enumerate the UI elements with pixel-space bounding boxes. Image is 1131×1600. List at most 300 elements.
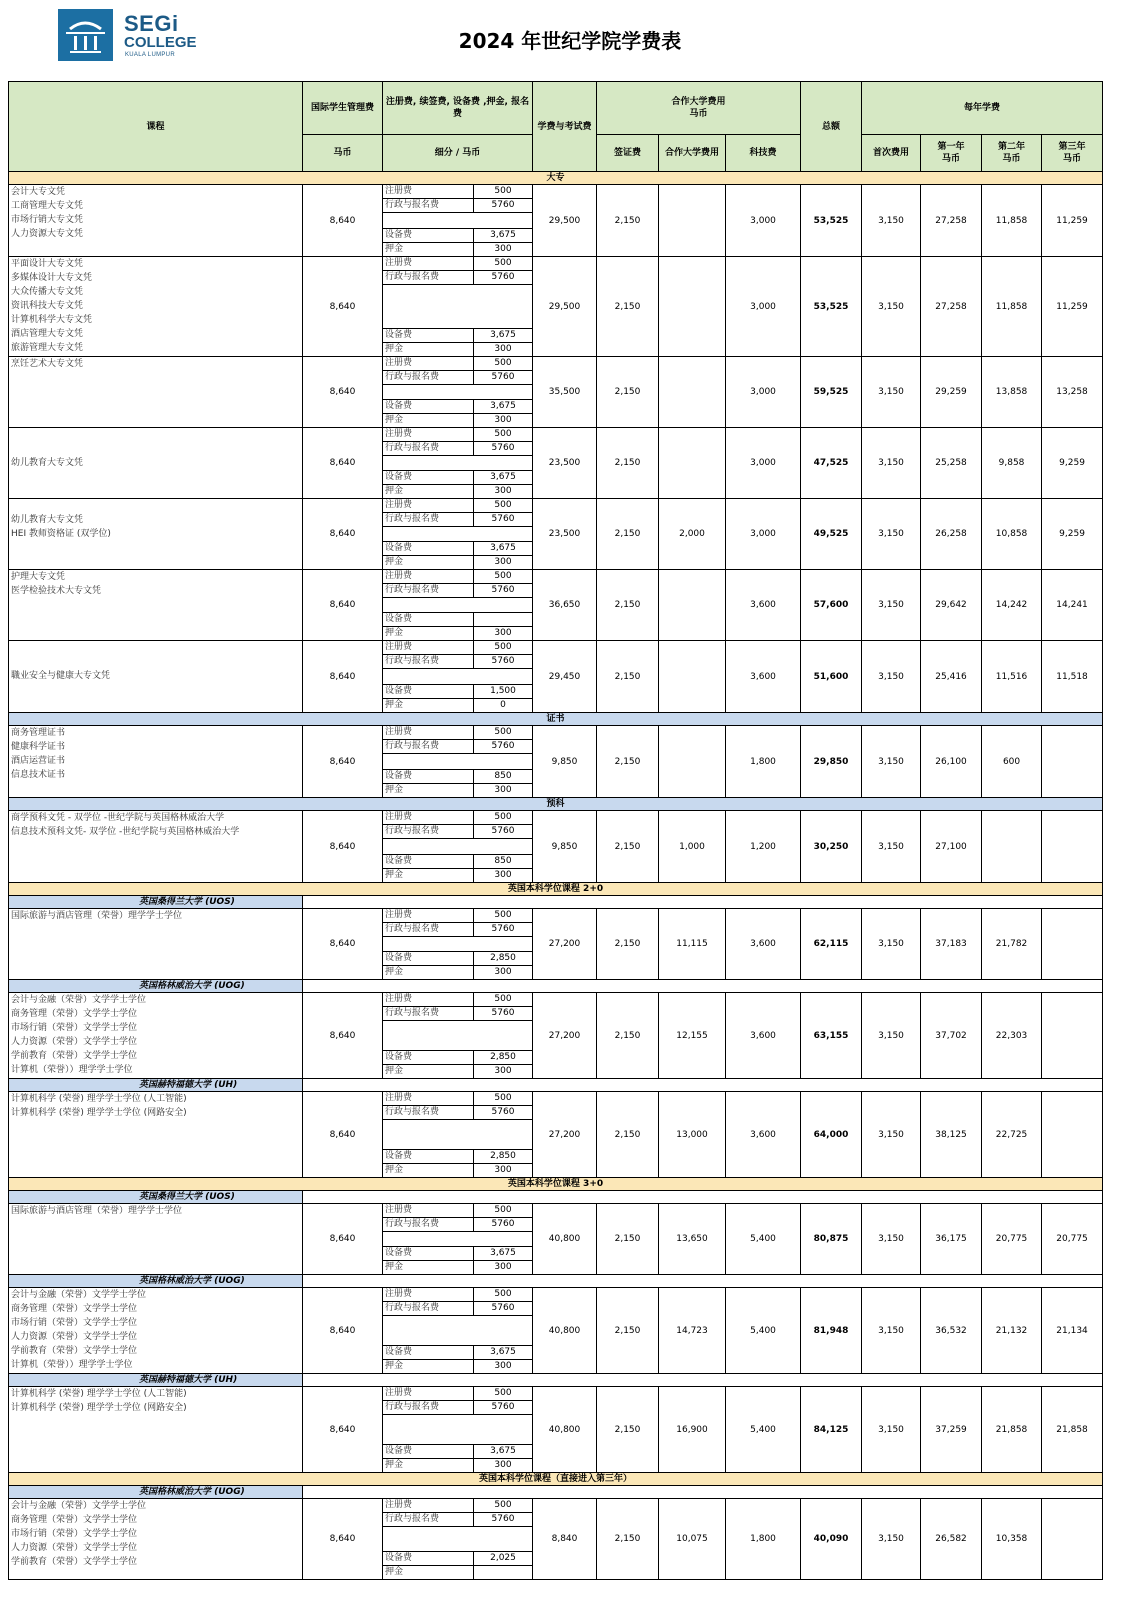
tuition-cell: 40,800 — [533, 1387, 597, 1473]
fee-label: 注册费 — [383, 1092, 474, 1105]
fee-line-deposit — [383, 1459, 532, 1472]
fee-value: 500 — [494, 1388, 512, 1398]
year1-cell: 36,532 — [921, 1288, 982, 1374]
fee-line-registration — [383, 1499, 532, 1513]
fee-label: 押金 — [383, 1459, 474, 1472]
tuition-cell: 40,800 — [533, 1204, 597, 1275]
fee-label: 注册费 — [383, 257, 474, 270]
year1-cell: 37,183 — [921, 909, 982, 980]
page-title: 2024 年世纪学院学费表 — [458, 29, 682, 53]
logo-location: KUALA LUMPUR — [125, 52, 175, 58]
fee-value: 300 — [494, 785, 512, 795]
fee-label: 注册费 — [383, 185, 474, 198]
fee-line-equipment — [383, 1150, 532, 1164]
course-name: 计算机科学 (荣誉) 理学学士学位 (网路安全) — [11, 1403, 187, 1413]
fee-spacer — [383, 839, 532, 855]
subsection-label — [9, 896, 303, 909]
year3-cell: 9,259 — [1042, 499, 1103, 570]
fee-value: 500 — [494, 571, 512, 581]
fee-breakdown — [383, 1499, 533, 1580]
fee-line-deposit — [383, 485, 532, 498]
fee-label: 押金 — [383, 243, 474, 256]
fee-line-equipment — [383, 471, 532, 485]
first-payment-cell: 3,150 — [862, 811, 921, 883]
tech-fee-cell: 1,800 — [726, 726, 801, 798]
fee-value: 3,675 — [490, 543, 516, 553]
fee-label: 注册费 — [383, 811, 474, 824]
fee-line-registration — [383, 909, 532, 923]
fee-value: 3,675 — [490, 472, 516, 482]
table-row — [9, 499, 1103, 570]
tuition-cell: 23,500 — [533, 499, 597, 570]
partner-fee-cell: 14,723 — [659, 1288, 726, 1374]
first-payment-cell: 3,150 — [862, 1092, 921, 1178]
fee-label: 行政与报名费 — [383, 199, 474, 212]
fee-label: 押金 — [383, 869, 474, 882]
fee-value: 500 — [494, 812, 512, 822]
fee-value: 850 — [494, 856, 512, 866]
fee-breakdown — [383, 357, 533, 428]
fee-value: 500 — [494, 358, 512, 368]
total-cell: 63,155 — [801, 993, 862, 1079]
admin-fee-cell: 8,640 — [303, 1204, 383, 1275]
year3-cell — [1042, 1092, 1103, 1178]
fee-value: 500 — [494, 186, 512, 196]
fee-line-admin — [383, 1401, 532, 1415]
fee-value: 5760 — [491, 1303, 515, 1313]
year2-cell: 13,858 — [982, 357, 1042, 428]
fee-value: 2,850 — [490, 953, 516, 963]
header-partner-label: 合作大学费用 — [671, 97, 726, 107]
fee-value: 5760 — [491, 1219, 515, 1229]
fee-value: 5760 — [491, 585, 515, 595]
section-label: 英国本科学位课程 2+0 — [9, 883, 1103, 896]
fee-value: 3,675 — [490, 230, 516, 240]
total-cell: 40,090 — [801, 1499, 862, 1580]
fee-value: 500 — [494, 1093, 512, 1103]
year3-cell: 9,259 — [1042, 428, 1103, 499]
first-payment-cell: 3,150 — [862, 641, 921, 713]
year2-cell: 10,358 — [982, 1499, 1042, 1580]
fee-value: 5760 — [491, 924, 515, 934]
fee-value: 500 — [494, 1205, 512, 1215]
header-visa: 签证费 — [597, 135, 659, 172]
tuition-cell: 36,650 — [533, 570, 597, 641]
fee-breakdown — [383, 1387, 533, 1473]
header-first: 首次费用 — [862, 135, 921, 172]
course-list — [9, 1288, 303, 1374]
course-name: 人力资源（荣誉）文学学士学位 — [11, 1332, 138, 1342]
course-name: 幼儿教育大专文凭 — [11, 515, 84, 525]
section-row — [9, 1178, 1103, 1191]
fee-spacer — [383, 1021, 532, 1051]
fee-label: 押金 — [383, 485, 474, 498]
year2-cell: 11,858 — [982, 185, 1042, 257]
fee-label: 注册费 — [383, 909, 474, 922]
fee-line-registration — [383, 428, 532, 442]
year1-cell: 25,416 — [921, 641, 982, 713]
visa-cell: 2,150 — [597, 909, 659, 980]
fee-value: 300 — [494, 486, 512, 496]
visa-cell: 2,150 — [597, 1092, 659, 1178]
building-logo-icon — [58, 9, 113, 61]
course-name: 職业安全与健康大专文凭 — [11, 671, 111, 681]
year3-cell: 20,775 — [1042, 1204, 1103, 1275]
admin-fee-cell: 8,640 — [303, 993, 383, 1079]
total-cell: 81,948 — [801, 1288, 862, 1374]
header-admin-fee: 国际学生管理费 — [303, 82, 383, 135]
fee-line-admin — [383, 1007, 532, 1021]
course-name: 大众传播大专文凭 — [11, 287, 84, 297]
header-partner — [597, 82, 801, 135]
course-name — [11, 442, 302, 456]
fee-value: 300 — [494, 1361, 512, 1371]
subsection-label — [9, 1079, 303, 1092]
tech-fee-cell: 1,200 — [726, 811, 801, 883]
fee-breakdown — [383, 641, 533, 713]
course-name — [11, 641, 302, 655]
course-name: 计算机科学 (荣誉) 理学学士学位 (网路安全) — [11, 1108, 187, 1118]
fee-value: 1,500 — [490, 686, 516, 696]
fee-label: 押金 — [383, 784, 474, 797]
partner-fee-cell: 1,000 — [659, 811, 726, 883]
table-row — [9, 641, 1103, 713]
total-cell: 47,525 — [801, 428, 862, 499]
tech-fee-cell: 3,600 — [726, 1092, 801, 1178]
fee-breakdown — [383, 909, 533, 980]
year2-cell: 14,242 — [982, 570, 1042, 641]
course-list — [9, 185, 303, 257]
fee-line-equipment — [383, 1346, 532, 1360]
partner-fee-cell — [659, 185, 726, 257]
year3-cell: 13,258 — [1042, 357, 1103, 428]
fee-label: 设备费 — [383, 229, 474, 242]
course-list — [9, 1204, 303, 1275]
header-year1-unit: 马币 — [942, 154, 961, 164]
course-name: 学前教育（荣誉）文学学士学位 — [11, 1346, 138, 1356]
course-name: 人力资源（荣誉）文学学士学位 — [11, 1543, 138, 1553]
total-cell: 30,250 — [801, 811, 862, 883]
fee-label: 注册费 — [383, 1288, 474, 1301]
admin-fee-cell: 8,640 — [303, 257, 383, 357]
fee-value: 5760 — [491, 1008, 515, 1018]
fee-value: 500 — [494, 429, 512, 439]
year3-cell: 14,241 — [1042, 570, 1103, 641]
header-reg-fees: 注册费, 续签费, 设备费 ,押金, 报名费 — [383, 82, 533, 135]
course-name: 计算机科学 (荣誉) 理学学士学位 (人工智能) — [11, 1094, 187, 1104]
fee-line-deposit — [383, 966, 532, 979]
tuition-cell: 40,800 — [533, 1288, 597, 1374]
fee-label: 行政与报名费 — [383, 1401, 474, 1414]
fee-line-admin — [383, 371, 532, 385]
visa-cell: 2,150 — [597, 357, 659, 428]
header-reg-unit: 细分 / 马币 — [383, 135, 533, 172]
fee-spacer — [383, 527, 532, 542]
subsection-filler — [303, 896, 1103, 909]
course-name: 国际旅游与酒店管理（荣誉）理学学士学位 — [11, 1206, 183, 1216]
fee-line-registration — [383, 257, 532, 271]
fee-value: 300 — [494, 557, 512, 567]
fee-line-equipment — [383, 770, 532, 784]
fee-line-equipment — [383, 855, 532, 869]
year3-cell — [1042, 726, 1103, 798]
first-payment-cell: 3,150 — [862, 909, 921, 980]
course-list — [9, 570, 303, 641]
course-name: 计算机科学 (荣誉) 理学学士学位 (人工智能) — [11, 1389, 187, 1399]
fee-value: 300 — [494, 344, 512, 354]
fee-line-deposit — [383, 1065, 532, 1078]
course-list — [9, 993, 303, 1079]
visa-cell: 2,150 — [597, 1499, 659, 1580]
fee-value: 2,025 — [490, 1553, 516, 1563]
course-name: 护理大专文凭 — [11, 572, 66, 582]
fee-line-admin — [383, 740, 532, 754]
subsection-filler — [303, 1191, 1103, 1204]
subsection-label — [9, 1374, 303, 1387]
fee-label: 设备费 — [383, 329, 474, 342]
university-name: 英国赫特福德大学 (UH) — [139, 1079, 238, 1090]
fee-label: 押金 — [383, 627, 474, 640]
fee-value — [474, 1566, 532, 1579]
fee-line-registration — [383, 1092, 532, 1106]
partner-fee-cell: 13,650 — [659, 1204, 726, 1275]
tuition-cell: 9,850 — [533, 811, 597, 883]
university-name: 英国桑得兰大学 (UOS) — [139, 896, 235, 907]
logo-brand: SEGi — [124, 11, 179, 36]
logo-college: COLLEGE — [124, 34, 197, 51]
visa-cell: 2,150 — [597, 993, 659, 1079]
tuition-cell: 27,200 — [533, 993, 597, 1079]
fee-label: 设备费 — [383, 1552, 474, 1565]
table-row — [9, 1204, 1103, 1275]
fee-label: 设备费 — [383, 613, 474, 626]
admin-fee-cell: 8,640 — [303, 1387, 383, 1473]
year2-cell: 20,775 — [982, 1204, 1042, 1275]
fee-label: 设备费 — [383, 770, 474, 783]
fee-value: 5760 — [491, 741, 515, 751]
partner-fee-cell — [659, 428, 726, 499]
course-name: 商学预科文凭 - 双学位 -世纪学院与英国格林威治大学 — [11, 813, 225, 823]
total-cell: 53,525 — [801, 257, 862, 357]
year2-cell: 9,858 — [982, 428, 1042, 499]
header-total: 总额 — [801, 82, 862, 172]
subsection-label — [9, 1275, 303, 1288]
subsection-filler — [303, 1275, 1103, 1288]
course-name: 商务管理证书 — [11, 728, 66, 738]
fee-value: 500 — [494, 500, 512, 510]
fee-label: 押金 — [383, 1566, 474, 1579]
fee-label: 注册费 — [383, 570, 474, 583]
subsection-filler — [303, 1079, 1103, 1092]
fee-line-deposit — [383, 869, 532, 882]
fee-line-deposit — [383, 699, 532, 712]
year2-cell: 22,303 — [982, 993, 1042, 1079]
table-row — [9, 257, 1103, 357]
tech-fee-cell: 3,600 — [726, 909, 801, 980]
fee-label: 行政与报名费 — [383, 1302, 474, 1315]
admin-fee-cell: 8,640 — [303, 1499, 383, 1580]
subsection-filler — [303, 1374, 1103, 1387]
course-list — [9, 357, 303, 428]
header-year3 — [1042, 135, 1103, 172]
tech-fee-cell: 3,000 — [726, 357, 801, 428]
tech-fee-cell: 3,000 — [726, 185, 801, 257]
fee-spacer — [383, 754, 532, 770]
year2-cell — [982, 811, 1042, 883]
course-name — [11, 655, 302, 669]
fee-line-equipment — [383, 1552, 532, 1566]
fee-value: 500 — [494, 1500, 512, 1510]
fee-breakdown — [383, 1288, 533, 1374]
fee-table-container — [8, 81, 1102, 1580]
total-cell: 51,600 — [801, 641, 862, 713]
fee-label: 设备费 — [383, 1445, 474, 1458]
fee-label: 押金 — [383, 1065, 474, 1078]
fee-spacer — [383, 1120, 532, 1150]
subsection-filler — [303, 1486, 1103, 1499]
year1-cell: 25,258 — [921, 428, 982, 499]
year2-cell: 21,132 — [982, 1288, 1042, 1374]
year3-cell: 11,518 — [1042, 641, 1103, 713]
tuition-cell: 29,500 — [533, 185, 597, 257]
section-row — [9, 1473, 1103, 1486]
visa-cell: 2,150 — [597, 726, 659, 798]
subsection-row — [9, 980, 1103, 993]
course-name: 健康科学证书 — [11, 742, 66, 752]
visa-cell: 2,150 — [597, 428, 659, 499]
fee-line-equipment — [383, 1445, 532, 1459]
section-label: 英国本科学位课程 3+0 — [9, 1178, 1103, 1191]
course-name — [11, 428, 302, 442]
course-name: 计算机（荣誉））理学学士学位 — [11, 1360, 133, 1370]
year1-cell: 37,259 — [921, 1387, 982, 1473]
fee-breakdown — [383, 257, 533, 357]
course-name: 计算机科学大专文凭 — [11, 315, 93, 325]
fee-value: 2,850 — [490, 1151, 516, 1161]
year1-cell: 27,100 — [921, 811, 982, 883]
tech-fee-cell: 5,400 — [726, 1387, 801, 1473]
tech-fee-cell: 5,400 — [726, 1204, 801, 1275]
total-cell: 80,875 — [801, 1204, 862, 1275]
fee-value: 5760 — [491, 1402, 515, 1412]
tech-fee-cell: 3,000 — [726, 499, 801, 570]
first-payment-cell: 3,150 — [862, 1288, 921, 1374]
subsection-row — [9, 798, 1103, 811]
year3-cell — [1042, 909, 1103, 980]
tech-fee-cell: 1,800 — [726, 1499, 801, 1580]
fee-line-deposit — [383, 414, 532, 427]
header-year3-label: 第三年 — [1058, 142, 1086, 152]
fee-line-registration — [383, 570, 532, 584]
fee-value: 3,675 — [490, 401, 516, 411]
subsection-filler — [303, 980, 1103, 993]
fee-spacer — [383, 213, 532, 229]
fee-label: 行政与报名费 — [383, 1218, 474, 1231]
fee-breakdown — [383, 428, 533, 499]
year1-cell: 26,100 — [921, 726, 982, 798]
total-cell: 29,850 — [801, 726, 862, 798]
course-name: HEI 教师资格证 (双学位) — [11, 529, 111, 539]
first-payment-cell: 3,150 — [862, 499, 921, 570]
tuition-cell: 29,450 — [533, 641, 597, 713]
fee-label: 注册费 — [383, 993, 474, 1006]
course-name: 旅游管理大专文凭 — [11, 343, 84, 353]
subsection-row — [9, 1079, 1103, 1092]
tuition-cell: 9,850 — [533, 726, 597, 798]
fee-spacer — [383, 456, 532, 471]
fee-label: 设备费 — [383, 400, 474, 413]
course-list — [9, 909, 303, 980]
fee-label: 押金 — [383, 414, 474, 427]
course-name: 医学检验技术大专文凭 — [11, 586, 102, 596]
year1-cell: 26,258 — [921, 499, 982, 570]
fee-line-admin — [383, 1513, 532, 1527]
fee-line-deposit — [383, 1566, 532, 1579]
header-year2 — [982, 135, 1042, 172]
first-payment-cell: 3,150 — [862, 726, 921, 798]
subsection-label — [9, 1486, 303, 1499]
course-name: 学前教育（荣誉）文学学士学位 — [11, 1557, 138, 1567]
fee-value: 300 — [494, 870, 512, 880]
fee-value: 850 — [494, 771, 512, 781]
fee-line-admin — [383, 584, 532, 598]
fee-label: 行政与报名费 — [383, 442, 474, 455]
fee-line-registration — [383, 641, 532, 655]
fee-label: 行政与报名费 — [383, 271, 474, 284]
fee-label: 设备费 — [383, 952, 474, 965]
fee-label: 注册费 — [383, 1387, 474, 1400]
year1-cell: 38,125 — [921, 1092, 982, 1178]
course-name: 会计大专文凭 — [11, 187, 66, 197]
year2-cell: 600 — [982, 726, 1042, 798]
partner-fee-cell: 10,075 — [659, 1499, 726, 1580]
course-name: 市场行销大专文凭 — [11, 215, 84, 225]
fee-line-equipment — [383, 400, 532, 414]
total-cell: 49,525 — [801, 499, 862, 570]
course-name: 商务管理（荣誉）文学学士学位 — [11, 1304, 138, 1314]
course-name: 幼儿教育大专文凭 — [11, 458, 84, 468]
admin-fee-cell: 8,640 — [303, 641, 383, 713]
year2-cell: 21,858 — [982, 1387, 1042, 1473]
fee-value: 5760 — [491, 1107, 515, 1117]
fee-spacer — [383, 1232, 532, 1247]
year1-cell: 27,258 — [921, 185, 982, 257]
fee-label: 行政与报名费 — [383, 1007, 474, 1020]
year2-cell: 10,858 — [982, 499, 1042, 570]
fee-line-admin — [383, 1106, 532, 1120]
first-payment-cell: 3,150 — [862, 257, 921, 357]
subsection-row — [9, 896, 1103, 909]
table-row — [9, 726, 1103, 798]
year1-cell: 27,258 — [921, 257, 982, 357]
course-list — [9, 1387, 303, 1473]
section-row — [9, 172, 1103, 185]
tuition-cell: 27,200 — [533, 909, 597, 980]
fee-line-deposit — [383, 243, 532, 256]
header-year2-unit: 马币 — [1002, 154, 1021, 164]
partner-fee-cell: 16,900 — [659, 1387, 726, 1473]
course-name: 国际旅游与酒店管理（荣誉）理学学士学位 — [11, 911, 183, 921]
total-cell: 64,000 — [801, 1092, 862, 1178]
course-list — [9, 428, 303, 499]
fee-line-deposit — [383, 784, 532, 797]
fee-line-registration — [383, 499, 532, 513]
table-row — [9, 185, 1103, 257]
table-row — [9, 1288, 1103, 1374]
header-year2-label: 第二年 — [998, 142, 1026, 152]
fee-value: 300 — [494, 628, 512, 638]
fee-line-equipment — [383, 329, 532, 343]
